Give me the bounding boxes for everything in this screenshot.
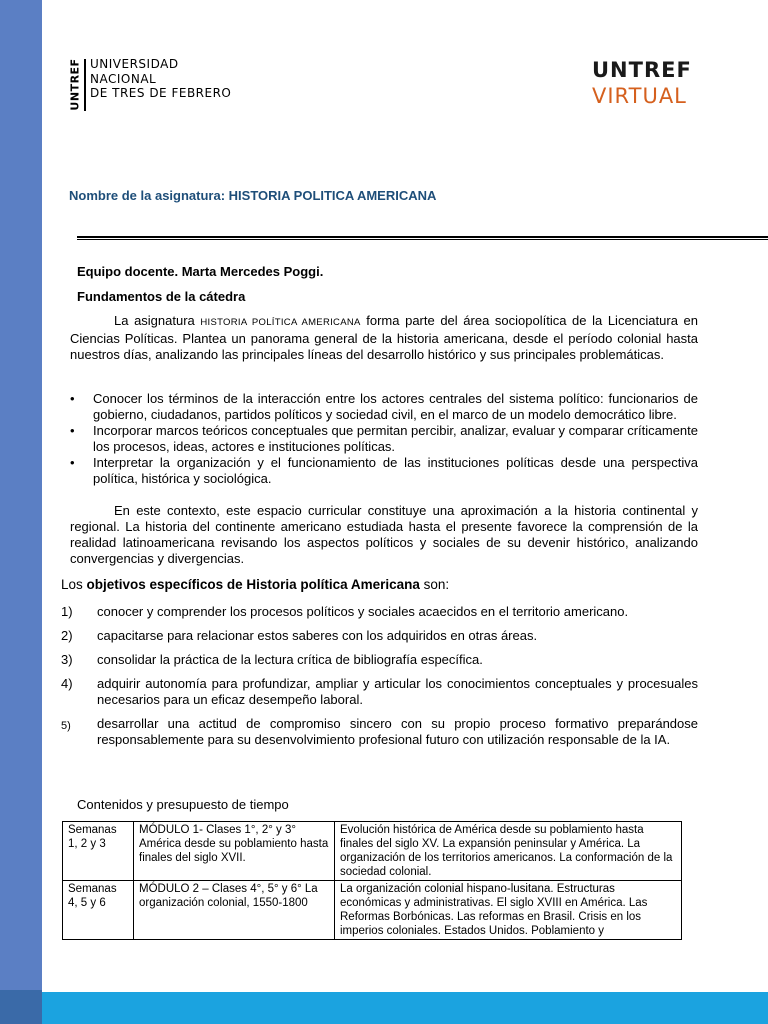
fundamentos-paragraph-1: La asignatura HISTORIA POLÍTICA AMERICANA forma parte del área sociopolítica de la Licenciatura en Ciencias Políticas. Plantea un panorama general de la historia americana, desde el período colonial hasta nuestros días, analizando las principales líneas del desarrollo histórico y sus principales problemáticas. bbox=[70, 313, 698, 362]
table-row bbox=[63, 881, 682, 940]
header-rule bbox=[77, 236, 768, 240]
table-cell-module: MÓDULO 1- Clases 1°, 2° y 3° América desde su poblamiento hasta finales del siglo XVII. bbox=[134, 822, 335, 881]
list-item: • Incorporar marcos teóricos conceptuales que permitan percibir, analizar, evaluar y comparar críticamente los procesos, ideas, actores e instituciones políticas. bbox=[70, 423, 698, 454]
logo-line: UNIVERSIDAD bbox=[90, 57, 179, 71]
table-cell-description: La organización colonial hispano-lusitana. Estructuras económicas y administrativas. El siglo XVIII en América. Las Reformas Borbónicas. Las reformas en Brasil. Crisis en los imperios coloniales. Estados Unidos. Poblamiento y bbox=[335, 881, 682, 940]
logo-separator bbox=[84, 59, 86, 111]
list-item: 5) desarrollar una actitud de compromiso sincero con su propio proceso formativo preparándose responsablemente para su desenvolvimiento profesional futuro con utilización responsable de la IA. bbox=[61, 716, 698, 747]
brand-line-1: UNTREF bbox=[592, 58, 692, 82]
left-accent-bar bbox=[0, 0, 42, 1024]
list-item: 4) adquirir autonomía para profundizar, ampliar y articular los conocimientos conceptuales y procesuales necesarios para un eficaz desempeño laboral. bbox=[61, 676, 698, 707]
contents-title: Contenidos y presupuesto de tiempo bbox=[77, 797, 289, 812]
logo-text bbox=[90, 57, 231, 101]
logo-vertical-text: UNTREF bbox=[68, 58, 82, 111]
left-accent-bar-footer bbox=[0, 990, 42, 1024]
table-cell-module: MÓDULO 2 – Clases 4°, 5° y 6° La organización colonial, 1550-1800 bbox=[134, 881, 335, 940]
fundamentos-bullets bbox=[70, 391, 698, 487]
brand-line-2: VIRTUAL bbox=[592, 84, 687, 108]
table-cell-description: Evolución histórica de América desde su poblamiento hasta finales del siglo XV. La expansión peninsular y América. La organización de los territorios americanos. La conformación de la sociedad colonial. bbox=[335, 822, 682, 881]
objectives-list bbox=[61, 604, 698, 756]
list-item: 3) consolidar la práctica de la lectura crítica de bibliografía específica. bbox=[61, 652, 483, 667]
list-item: • Conocer los términos de la interacción entre los actores centrales del sistema político: funcionarios de gobierno, ciudadanos, partidos políticos y sociedad civil, en el marco de un modelo democrático libre. bbox=[70, 391, 698, 422]
bullet-icon: • bbox=[70, 455, 75, 470]
bullet-icon: • bbox=[70, 391, 75, 406]
logo-line: NACIONAL bbox=[90, 71, 157, 86]
fundamentos-heading: Fundamentos de la cátedra bbox=[77, 289, 246, 304]
objectives-intro: Los objetivos específicos de Historia política Americana son: bbox=[61, 577, 450, 592]
table-cell-weeks: Semanas 1, 2 y 3 bbox=[63, 822, 134, 881]
untref-virtual-logo bbox=[592, 58, 692, 108]
logo-line: DE TRES DE FEBRERO bbox=[90, 86, 232, 100]
contents-table bbox=[62, 821, 682, 940]
list-item: • Interpretar la organización y el funcionamiento de las instituciones políticas desde una perspectiva política, histórica y sociológica. bbox=[70, 455, 698, 486]
fundamentos-paragraph-2: En este contexto, este espacio curricular constituye una aproximación a la historia continental y regional. La historia del continente americano estudiada hasta el presente favorece la comprensión de la realidad latinoamericana revisando los aspectos políticos y sociales de su devenir histórico, analizando convergencias y divergencias. bbox=[70, 503, 698, 566]
bullet-icon: • bbox=[70, 423, 75, 438]
teaching-team: Equipo docente. Marta Mercedes Poggi. bbox=[77, 264, 324, 279]
table-row bbox=[63, 822, 682, 881]
table-cell-weeks: Semanas 4, 5 y 6 bbox=[63, 881, 134, 940]
footer-band bbox=[42, 992, 768, 1024]
list-item: 2) capacitarse para relacionar estos saberes con los adquiridos en otras áreas. bbox=[61, 628, 538, 643]
subject-smallcaps: HISTORIA POLÍTICA AMERICANA bbox=[200, 317, 361, 328]
subject-name: Nombre de la asignatura: HISTORIA POLITICA AMERICANA bbox=[69, 188, 437, 203]
list-item: 1) conocer y comprender los procesos políticos y sociales acaecidos en el territorio americano. bbox=[61, 604, 629, 619]
